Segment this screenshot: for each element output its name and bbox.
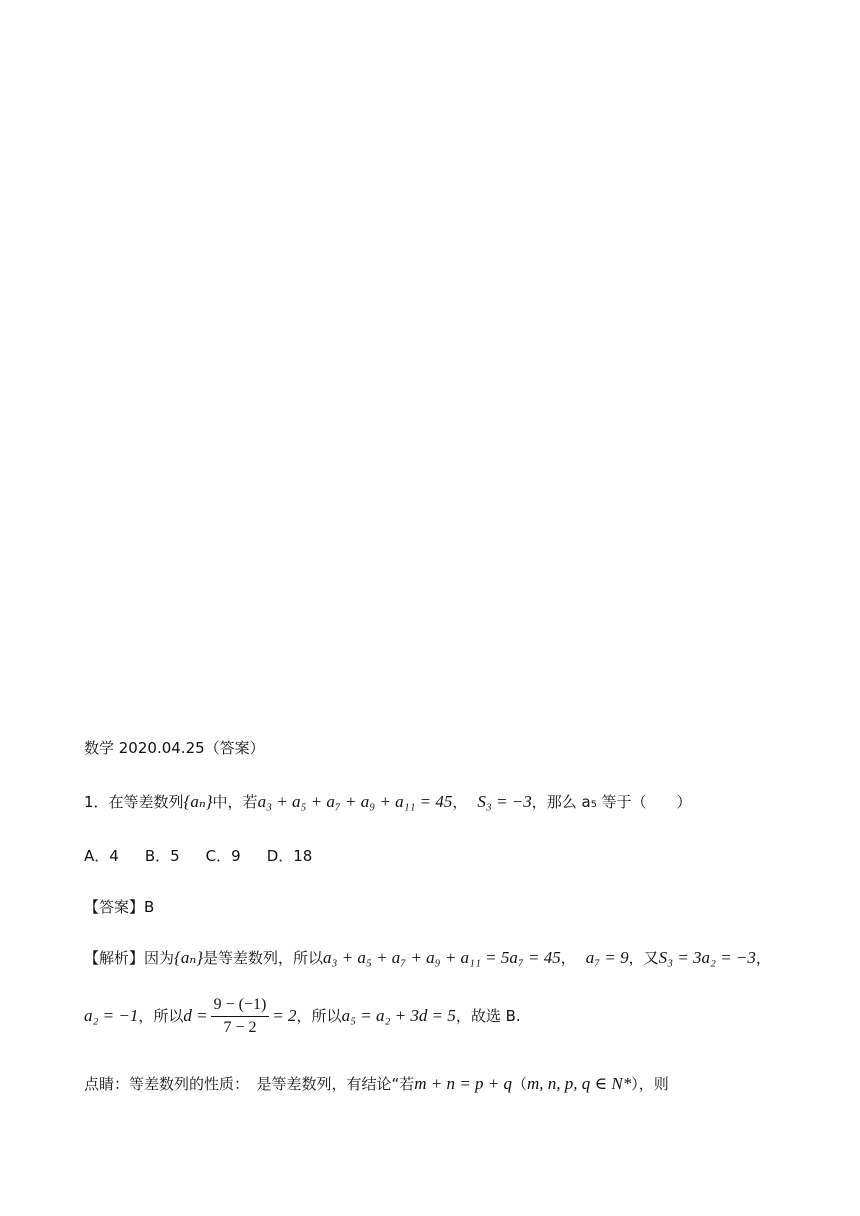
- analysis-line-1: [84, 948, 771, 968]
- note-text: ），则: [631, 1075, 669, 1093]
- option-b: B．5: [144, 847, 180, 865]
- option-a: A．4: [84, 847, 119, 865]
- sequence-symbol: {aₙ}: [174, 948, 204, 967]
- analysis-text: ，所以: [296, 1007, 342, 1025]
- document-title: 数学 2020.04.25（答案）: [84, 739, 265, 757]
- answer-options: [84, 846, 338, 866]
- question-text: 中，若: [212, 793, 258, 811]
- fraction-denominator: 7 − 2: [223, 1019, 257, 1036]
- answer-line: 【答案】B: [84, 898, 155, 916]
- sequence-symbol: {aₙ}: [183, 792, 213, 811]
- note-line: [84, 1074, 669, 1094]
- condition-s3: S₃ = −3: [477, 792, 532, 811]
- option-c: C．9: [205, 847, 241, 865]
- equation-a2: a₂ = −1: [84, 1006, 139, 1025]
- note-condition: m, n, p, q ∈ N*: [527, 1074, 632, 1093]
- analysis-text: ，又: [628, 949, 659, 967]
- equation-s3: S₃ = 3a₂ = −3: [658, 948, 756, 967]
- analysis-line-2: [84, 995, 521, 1038]
- question-1: [84, 792, 692, 812]
- question-tail: ，那么 a₅ 等于（ ）: [531, 793, 692, 811]
- separator: ，: [755, 949, 771, 967]
- option-d: D．18: [266, 847, 313, 865]
- fraction-numerator: 9 − (−1): [211, 995, 270, 1017]
- condition-sum: a₃ + a₅ + a₇ + a₉ + a₁₁ = 45: [257, 792, 453, 811]
- note-text: 点睛：等差数列的性质： 是等差数列，有结论“若: [84, 1075, 415, 1093]
- note-equation: m + n = p + q: [414, 1074, 512, 1093]
- d-rhs: = 2: [272, 1006, 297, 1025]
- analysis-text: 是等差数列，所以: [203, 949, 324, 967]
- separator: ，: [560, 949, 576, 967]
- fraction: [211, 995, 270, 1038]
- d-lhs: d =: [183, 1006, 208, 1025]
- analysis-text: ，所以: [138, 1007, 184, 1025]
- equation-a7: a₇ = 9: [585, 948, 629, 967]
- note-text: （: [511, 1075, 527, 1093]
- analysis-label: 【解析】因为: [84, 949, 175, 967]
- equation-a5: a₅ = a₂ + 3d = 5: [341, 1006, 456, 1025]
- question-prefix: 1．在等差数列: [84, 793, 184, 811]
- separator: ，: [452, 793, 468, 811]
- analysis-text: ，故选 B.: [455, 1007, 521, 1025]
- equation-sum: a₃ + a₅ + a₇ + a₉ + a₁₁ = 5a₇ = 45: [323, 948, 561, 967]
